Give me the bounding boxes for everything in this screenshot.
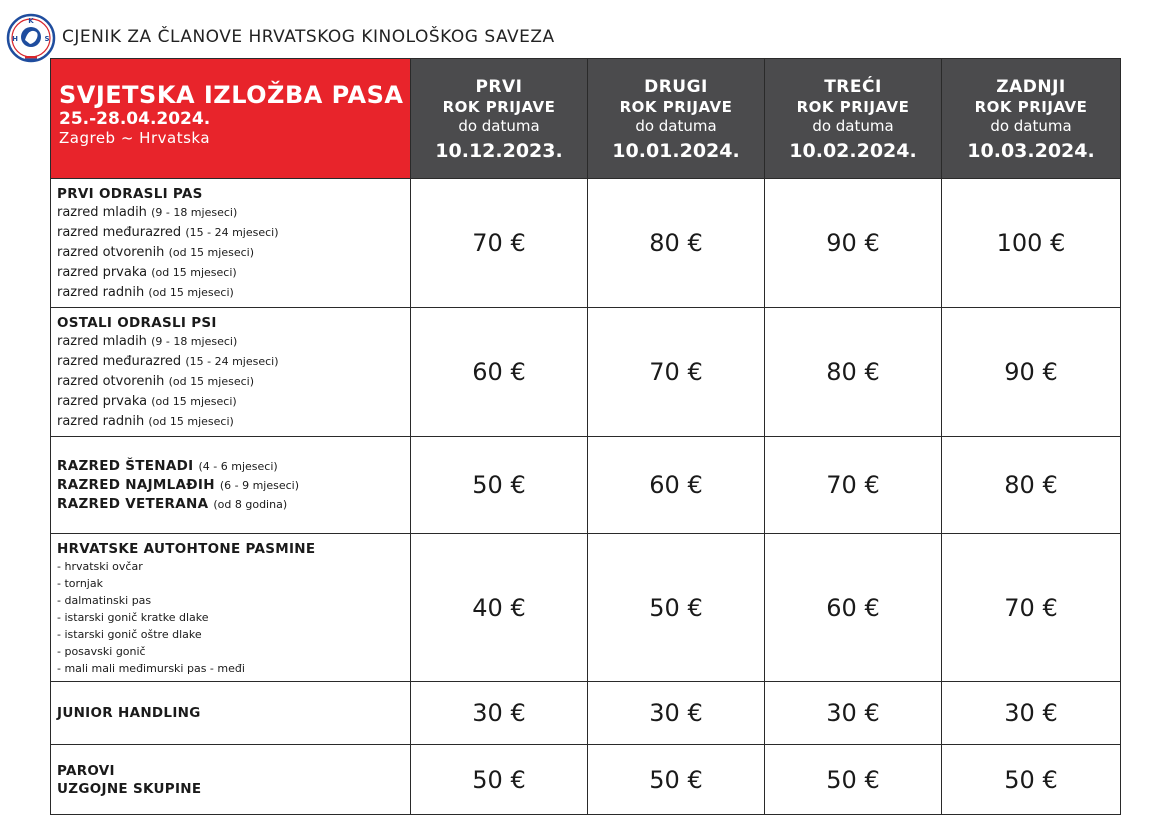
class-age: (od 15 mjeseci) (151, 266, 237, 279)
price-cell: 90 € (942, 308, 1121, 437)
breed-item: - tornjak (57, 577, 103, 590)
class-name: razred međurazred (57, 225, 182, 240)
deadline-header-4 (942, 59, 1121, 179)
price-cell: 70 € (942, 534, 1121, 682)
class-age: (15 - 24 mjeseci) (185, 226, 279, 239)
class-age: (4 - 6 mjeseci) (198, 459, 278, 473)
category-title: OSTALI ODRASLI PSI (57, 315, 217, 331)
breed-item: - hrvatski ovčar (57, 560, 143, 573)
table-row (51, 534, 1121, 682)
deadline-date: 10.02.2024. (789, 140, 917, 162)
class-name: razred radnih (57, 414, 145, 429)
deadline-ordinal: DRUGI (644, 77, 708, 97)
logo-letter-h: H (12, 35, 18, 43)
price-cell: 70 € (765, 437, 942, 534)
event-cell (51, 59, 411, 179)
class-name: razred prvaka (57, 265, 148, 280)
hks-logo-icon (6, 13, 56, 63)
price-cell: 50 € (411, 437, 588, 534)
breed-item: - istarski gonič oštre dlake (57, 628, 202, 641)
class-age: (15 - 24 mjeseci) (185, 355, 279, 368)
class-name: razred mladih (57, 205, 147, 220)
price-cell: 70 € (588, 308, 765, 437)
class-item (57, 332, 404, 352)
deadline-label: ROK PRIJAVE (442, 98, 556, 116)
logo-letter-k: K (28, 17, 34, 25)
class-name: RAZRED VETERANA (57, 495, 209, 512)
price-cell: 50 € (942, 745, 1121, 815)
class-age: (od 15 mjeseci) (168, 246, 254, 259)
class-age: (od 8 godina) (213, 497, 288, 511)
deadline-ordinal: TREĆI (824, 77, 882, 97)
price-cell: 90 € (765, 179, 942, 308)
class-age: (od 15 mjeseci) (151, 395, 237, 408)
price-cell: 80 € (942, 437, 1121, 534)
price-cell: 50 € (411, 745, 588, 815)
deadline-header-1 (411, 59, 588, 179)
class-item (57, 457, 404, 476)
class-age: (od 15 mjeseci) (168, 375, 254, 388)
event-place: Zagreb ~ Hrvatska (59, 129, 211, 147)
class-name: razred radnih (57, 285, 145, 300)
class-item (57, 412, 404, 432)
class-name: razred prvaka (57, 394, 148, 409)
class-item (57, 203, 404, 223)
class-name: razred međurazred (57, 354, 182, 369)
price-cell: 40 € (411, 534, 588, 682)
deadline-ordinal: ZADNJI (996, 77, 1066, 97)
table-row (51, 179, 1121, 308)
category-title: UZGOJNE SKUPINE (57, 780, 202, 797)
price-cell: 30 € (765, 682, 942, 745)
class-item (57, 263, 404, 283)
table-row (51, 682, 1121, 745)
deadline-header-3 (765, 59, 942, 179)
deadline-date: 10.12.2023. (435, 140, 563, 162)
category-cell (51, 179, 411, 308)
deadline-until: do datuma (458, 117, 540, 135)
deadline-date: 10.03.2024. (967, 140, 1095, 162)
category-title: HRVATSKE AUTOHTONE PASMINE (57, 541, 316, 557)
price-cell: 30 € (942, 682, 1121, 745)
deadline-until: do datuma (635, 117, 717, 135)
price-cell: 70 € (411, 179, 588, 308)
deadline-until: do datuma (812, 117, 894, 135)
deadline-label: ROK PRIJAVE (796, 98, 910, 116)
category-cell (51, 682, 411, 745)
deadline-header-2 (588, 59, 765, 179)
class-item (57, 495, 404, 514)
price-cell: 30 € (588, 682, 765, 745)
price-cell: 80 € (588, 179, 765, 308)
class-name: razred otvorenih (57, 245, 165, 260)
class-name: razred otvorenih (57, 374, 165, 389)
price-cell: 50 € (765, 745, 942, 815)
category-title: PRVI ODRASLI PAS (57, 186, 203, 202)
price-cell: 60 € (588, 437, 765, 534)
price-table (50, 58, 1121, 815)
deadline-label: ROK PRIJAVE (974, 98, 1088, 116)
deadline-until: do datuma (990, 117, 1072, 135)
price-cell: 100 € (942, 179, 1121, 308)
table-row (51, 745, 1121, 815)
document-title: CJENIK ZA ČLANOVE HRVATSKOG KINOLOŠKOG SAVEZA (62, 27, 555, 47)
category-cell (51, 437, 411, 534)
class-age: (9 - 18 mjeseci) (151, 206, 238, 219)
class-item (57, 223, 404, 243)
price-cell: 60 € (765, 534, 942, 682)
class-age: (od 15 mjeseci) (148, 415, 234, 428)
price-cell: 50 € (588, 745, 765, 815)
class-name: RAZRED NAJMLAĐIH (57, 476, 215, 493)
deadline-date: 10.01.2024. (612, 140, 740, 162)
class-name: RAZRED ŠTENADI (57, 457, 194, 474)
breed-item: - mali mali međimurski pas - međi (57, 662, 245, 675)
category-title: PAROVI (57, 762, 115, 779)
breed-item: - istarski gonič kratke dlake (57, 611, 209, 624)
class-age: (od 15 mjeseci) (148, 286, 234, 299)
logo-letter-s: S (44, 35, 50, 43)
event-name: SVJETSKA IZLOŽBA PASA (59, 81, 404, 109)
deadline-ordinal: PRVI (475, 77, 523, 97)
breed-item: - dalmatinski pas (57, 594, 152, 607)
price-cell: 80 € (765, 308, 942, 437)
class-item (57, 352, 404, 372)
class-age: (6 - 9 mjeseci) (219, 478, 300, 492)
class-item (57, 392, 404, 412)
event-dates: 25.-28.04.2024. (59, 109, 211, 129)
category-cell (51, 308, 411, 437)
class-item (57, 476, 404, 495)
table-row (51, 437, 1121, 534)
class-item (57, 243, 404, 263)
table-row (51, 308, 1121, 437)
deadline-label: ROK PRIJAVE (619, 98, 733, 116)
class-item (57, 283, 404, 303)
breed-item: - posavski gonič (57, 645, 146, 658)
category-cell (51, 745, 411, 815)
category-cell (51, 534, 411, 682)
category-title: JUNIOR HANDLING (57, 705, 201, 721)
price-cell: 60 € (411, 308, 588, 437)
class-age: (9 - 18 mjeseci) (151, 335, 238, 348)
price-cell: 50 € (588, 534, 765, 682)
class-item (57, 372, 404, 392)
class-name: razred mladih (57, 334, 147, 349)
price-cell: 30 € (411, 682, 588, 745)
header-row (51, 59, 1121, 179)
